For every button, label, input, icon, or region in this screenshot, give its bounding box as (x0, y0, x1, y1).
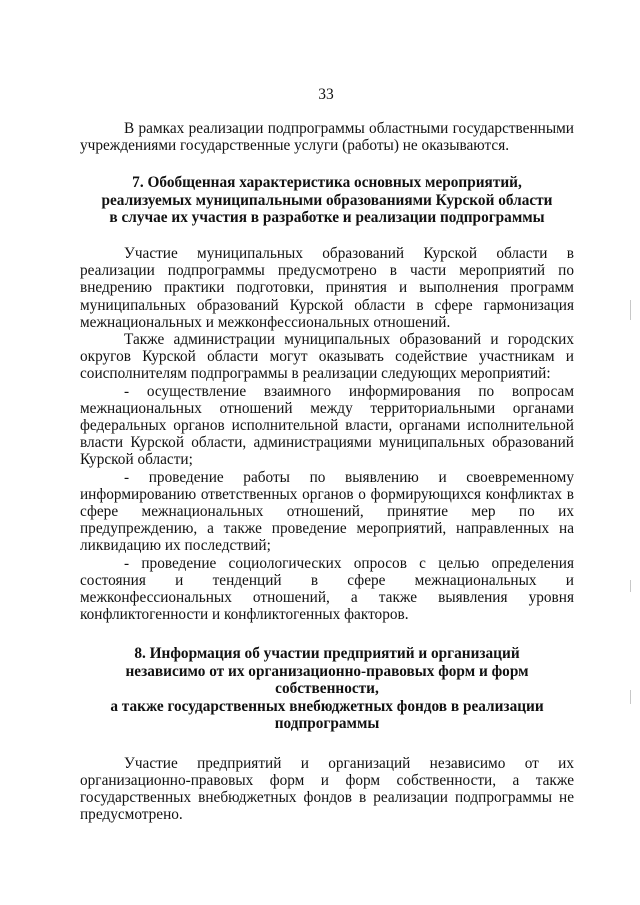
section-7-heading-line-2: реализуемых муниципальными образованиями Курской области (101, 191, 553, 209)
section-7-paragraph-2: Также администрации муниципальных образований и городских округов Курской области могут оказывать содействие участникам и соисполнителям подпрограммы в реализации следующих мероприятий: (80, 330, 574, 383)
document-body (80, 120, 574, 824)
section-7-heading-line-3: в случае их участия в разработке и реализации подпрограммы (109, 209, 545, 227)
scan-margin-mark (630, 300, 631, 320)
intro-paragraph: В рамках реализации подпрограммы областными государственными учреждениями государственные услуги (работы) не оказываются. (80, 120, 574, 155)
section-7-heading-line-1: 7. Обобщенная характеристика основных мероприятий, (132, 174, 522, 192)
section-7-bullet-3: - проведение социологических опросов с целью определения состояния и тенденций в сфере межнациональных и межконфессиональных отношений, а также выявления уровня конфликтогенности и конфликтогенных факторов. (80, 554, 574, 624)
scan-margin-mark (630, 580, 631, 592)
section-8-heading-line-4: подпрограммы (274, 715, 380, 733)
section-7-bullet-2: - проведение работы по выявлению и своевременному информированию ответственных органов о формирующихся конфликтах в сфере межнациональных отношений, принятие мер по их предупреждению, а также проведение мероприятий, направленных на ликвидацию их последствий; (80, 468, 574, 555)
section-7-paragraph-1: Участие муниципальных образований Курской области в реализации подпрограммы предусмотрено в части мероприятий по внедрению практики подготовки, принятия и выполнения программ муниципальных образований Курской области в сфере гармонизация межнациональных и межконфессиональных отношений. (80, 244, 574, 331)
section-8-paragraph-1: Участие предприятий и организаций независимо от их организационно-правовых форм и форм собственности, а также государственных внебюджетных фондов в реализации подпрограммы не предусмотрено. (80, 754, 574, 824)
section-8 (80, 645, 574, 823)
page-number: 33 (318, 86, 334, 103)
section-7 (80, 174, 574, 623)
scan-margin-mark (630, 690, 631, 704)
section-8-heading-line-2: независимо от их организационно-правовых форм и форм собственности, (125, 662, 529, 698)
section-7-bullet-1: - осуществление взаимного информирования по вопросам межнациональных отношений между территориальными органами федеральных органов исполнительной власти, органами исполнительной власти Курской области, администрациями муниципальных образований Курской области; (80, 382, 574, 469)
section-8-heading-line-3: а также государственных внебюджетных фондов в реализации (110, 697, 544, 715)
section-8-heading-line-1: 8. Информация об участии предприятий и организаций (134, 645, 520, 663)
